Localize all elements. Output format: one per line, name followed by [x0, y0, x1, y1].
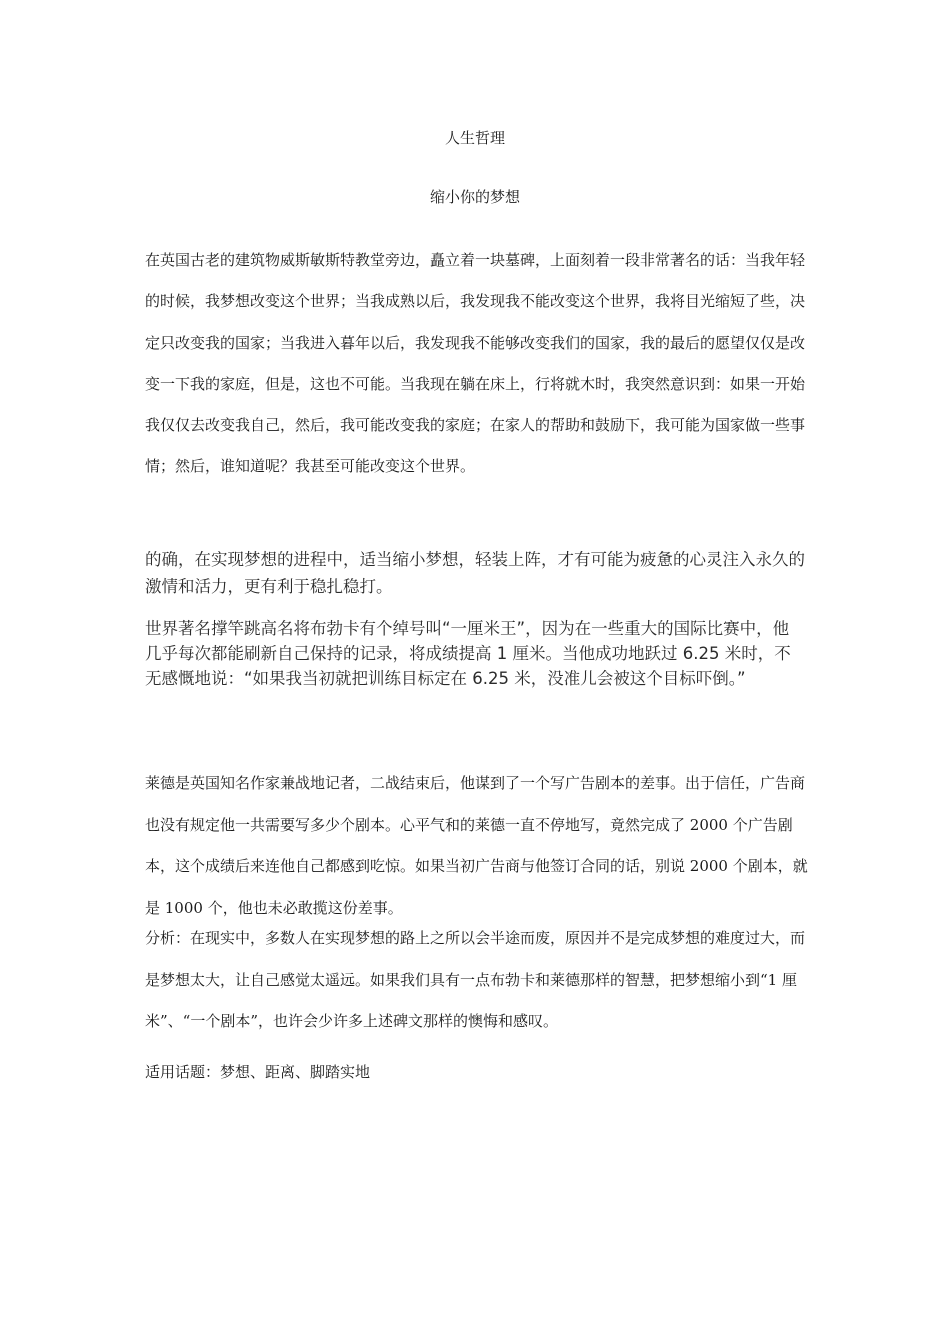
paragraph-epitaph: 在英国古老的建筑物威斯敏斯特教堂旁边，矗立着一块墓碑，上面刻着一段非常著名的话：当我年轻的时候，我梦想改变这个世界；当我成熟以后，我发现我不能改变这个世界，我将目光缩短了些，决定只改变我的国家；当我进入暮年以后，我发现我不能够改变我们的国家，我的最后的愿望仅仅是改变一下我的家庭，但是，这也不可能。当我现在躺在床上，行将就木时，我突然意识到：如果一开始我仅仅去改变我自己，然后，我可能改变我的家庭；在家人的帮助和鼓励下，我可能为国家做一些事情；然后，谁知道呢？我甚至可能改变这个世界。 [145, 251, 806, 476]
document-title: 人生哲理 [444, 129, 505, 147]
paragraph-analysis: 分析：在现实中，多数人在实现梦想的路上之所以会半途而废，原因并不是完成梦想的难度过大，而是梦想太大，让自己感觉太遥远。如果我们具有一点布勃卡和莱德那样的智慧，把梦想缩小到“1 厘米”、“一个剧本”，也许会少许多上述碑文那样的懊悔和感叹。 [145, 929, 806, 1030]
paragraph-bubka: 世界著名撑竿跳高名将布勃卡有个绰号叫“一厘米王”，因为在一些重大的国际比赛中，他几乎每次都能刷新自己保持的记录，将成绩提高 1 厘米。当他成功地跃过 6.25 米时，不无感慨地说：“如果我当初就把训练目标定在 6.25 米，没准儿会被这个目标吓倒。” [145, 619, 791, 688]
paragraph-laide: 莱德是英国知名作家兼战地记者，二战结束后，他谋到了一个写广告剧本的差事。出于信任，广告商也没有规定他一共需要写多少个剧本。心平气和的莱德一直不停地写，竟然完成了 2000 个广告剧本，这个成绩后来连他自己都感到吃惊。如果当初广告商与他签订合同的话，别说 2000 个剧本，就是 1000 个，他也未必敢揽这份差事。 [145, 774, 808, 917]
paragraph-indeed: 的确，在实现梦想的进程中，适当缩小梦想，轻装上阵，才有可能为疲惫的心灵注入永久的激情和活力，更有利于稳扎稳打。 [145, 550, 805, 596]
article-title: 缩小你的梦想 [429, 188, 520, 206]
paragraph-topics: 适用话题：梦想、距离、脚踏实地 [145, 1063, 371, 1081]
